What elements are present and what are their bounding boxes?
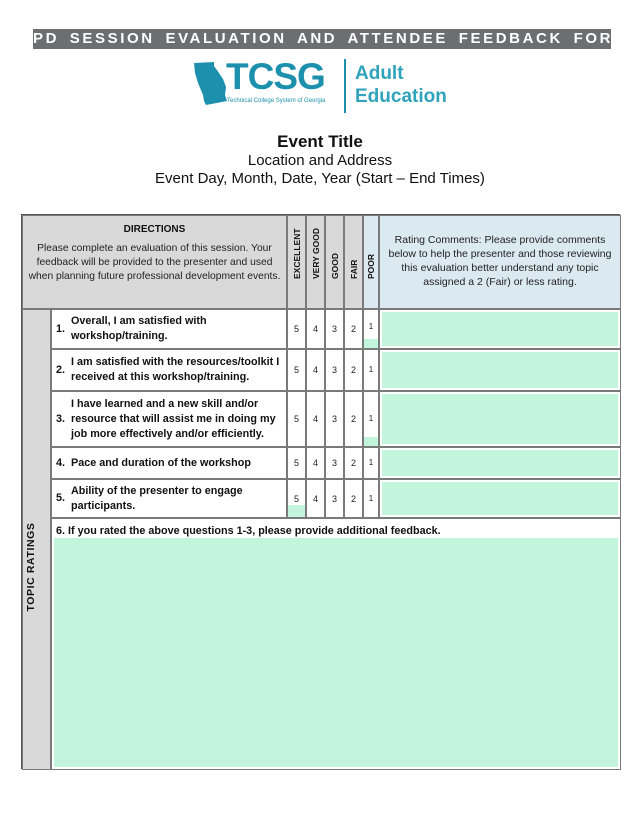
comment-fill [382, 450, 618, 476]
rating-value: 4 [312, 493, 318, 504]
event-date: Event Day, Month, Date, Year (Start – End Times) [155, 170, 485, 187]
rating-2-q1[interactable] [344, 309, 363, 349]
comment-fill [382, 312, 618, 346]
question-text: Ability of the presenter to engage participants. [71, 484, 243, 512]
rating-2-q5[interactable] [344, 479, 363, 518]
header-fair-label: FAIR [348, 259, 359, 279]
feedback-textarea-fill[interactable] [54, 538, 618, 767]
header-excellent [287, 215, 306, 309]
question-text: I have learned and a new skill and/or resource that will assist me in doing my job more effectively and/or efficiently. [71, 397, 276, 440]
rating-value: 5 [293, 365, 299, 375]
header-good [325, 215, 344, 309]
question-4 [51, 447, 287, 479]
rating-4-q1[interactable] [306, 309, 325, 349]
georgia-map-icon [192, 61, 228, 107]
rating-value: 4 [312, 324, 318, 334]
header-poor-label: POOR [366, 253, 376, 279]
comment-fill [382, 482, 618, 515]
question-number: 1. [56, 322, 66, 335]
rating-value: 2 [350, 493, 356, 504]
logo-education-text: Education [355, 86, 447, 107]
tcsg-logo [190, 57, 460, 115]
rating-value: 3 [331, 458, 337, 468]
rating-5-q3[interactable] [287, 391, 306, 447]
rating-value: 5 [293, 493, 299, 504]
header-poor [363, 215, 379, 309]
comment-field-q2[interactable] [379, 349, 621, 391]
topic-ratings-label: TOPIC RATINGS [24, 522, 37, 612]
question-number: 3. [56, 412, 66, 425]
rating-2-q2[interactable] [344, 349, 363, 391]
header-very-good-label: VERY GOOD [310, 227, 321, 279]
rating-1-q5[interactable] [363, 479, 379, 518]
rating-5-q4[interactable] [287, 447, 306, 479]
rating-2-q4[interactable] [344, 447, 363, 479]
logo-main-text: TCSG [226, 56, 325, 97]
rating-3-q5[interactable] [325, 479, 344, 518]
question-text: Pace and duration of the workshop [71, 456, 251, 469]
rating-1-q3[interactable] [363, 391, 379, 447]
rating-2-q3[interactable] [344, 391, 363, 447]
rating-value: 4 [312, 458, 318, 468]
answer-fill [288, 505, 305, 517]
logo-sub-text: Technical College System of Georgia [227, 98, 326, 104]
rating-value: 3 [331, 414, 337, 424]
rating-value: 1 [368, 414, 374, 423]
rating-value: 1 [368, 322, 374, 331]
rating-5-q5[interactable] [287, 479, 306, 518]
question-text: Overall, I am satisfied with workshop/training. [71, 315, 207, 342]
rating-value: 2 [350, 414, 356, 424]
rating-value: 1 [368, 365, 374, 374]
header-fair [344, 215, 363, 309]
question-1 [51, 309, 287, 349]
logo-adult-text: Adult [355, 63, 404, 84]
question-number: 2. [56, 363, 66, 376]
question-5 [51, 479, 287, 518]
rating-comments-text: Rating Comments: Please provide comments below to help the presenter and those reviewing this evaluation better understand any topic assigned a 2 (Fair) or less rating. [388, 234, 612, 288]
rating-value: 3 [331, 493, 337, 504]
question-number: 5. [56, 492, 66, 504]
header-excellent-label: EXCELLENT [291, 228, 302, 279]
rating-5-q2[interactable] [287, 349, 306, 391]
rating-comments-header [379, 215, 621, 309]
rating-value: 5 [293, 458, 299, 468]
question-2 [51, 349, 287, 391]
question-text: I am satisfied with the resources/toolkit I received at this workshop/training. [71, 356, 280, 383]
directions-body: Please complete an evaluation of this session. Your feedback will be provided to the presenter and used when planning future professional development events. [28, 243, 281, 282]
rating-value: 2 [350, 365, 356, 375]
rating-value: 4 [312, 414, 318, 424]
rating-value: 1 [368, 493, 374, 503]
rating-value: 5 [293, 324, 299, 334]
directions-box [22, 215, 287, 309]
rating-value: 1 [368, 458, 374, 467]
rating-3-q3[interactable] [325, 391, 344, 447]
rating-4-q4[interactable] [306, 447, 325, 479]
comment-field-q1[interactable] [379, 309, 621, 349]
question-6-feedback[interactable] [51, 518, 621, 770]
comment-fill [382, 352, 618, 388]
rating-value: 3 [331, 324, 337, 334]
event-location: Location and Address [247, 152, 393, 169]
rating-4-q5[interactable] [306, 479, 325, 518]
rating-value: 2 [350, 324, 356, 334]
directions-title: DIRECTIONS [123, 224, 186, 235]
rating-value: 2 [350, 458, 356, 468]
answer-fill [364, 437, 378, 446]
header-very-good [306, 215, 325, 309]
question-3 [51, 391, 287, 447]
topic-ratings-side [22, 309, 51, 770]
form-banner: PD SESSION EVALUATION AND ATTENDEE FEEDBACK FORM [33, 30, 629, 47]
answer-fill [364, 339, 378, 348]
question-6-label: 6. If you rated the above questions 1-3, please provide additional feedback. [56, 525, 441, 537]
event-title: Event Title [277, 132, 363, 151]
comment-field-q4[interactable] [379, 447, 621, 479]
header-good-label: GOOD [329, 253, 340, 279]
logo-divider [344, 59, 346, 113]
rating-3-q1[interactable] [325, 309, 344, 349]
rating-1-q1[interactable] [363, 309, 379, 349]
rating-4-q2[interactable] [306, 349, 325, 391]
evaluation-form [21, 214, 620, 769]
rating-1-q4[interactable] [363, 447, 379, 479]
rating-3-q2[interactable] [325, 349, 344, 391]
rating-value: 4 [312, 365, 318, 375]
rating-3-q4[interactable] [325, 447, 344, 479]
comment-field-q3[interactable] [379, 391, 621, 447]
rating-5-q1[interactable] [287, 309, 306, 349]
comment-field-q5[interactable] [379, 479, 621, 518]
rating-1-q2[interactable] [363, 349, 379, 391]
rating-4-q3[interactable] [306, 391, 325, 447]
rating-value: 3 [331, 365, 337, 375]
rating-value: 5 [293, 414, 299, 424]
comment-fill [382, 394, 618, 444]
question-number: 4. [56, 456, 66, 469]
